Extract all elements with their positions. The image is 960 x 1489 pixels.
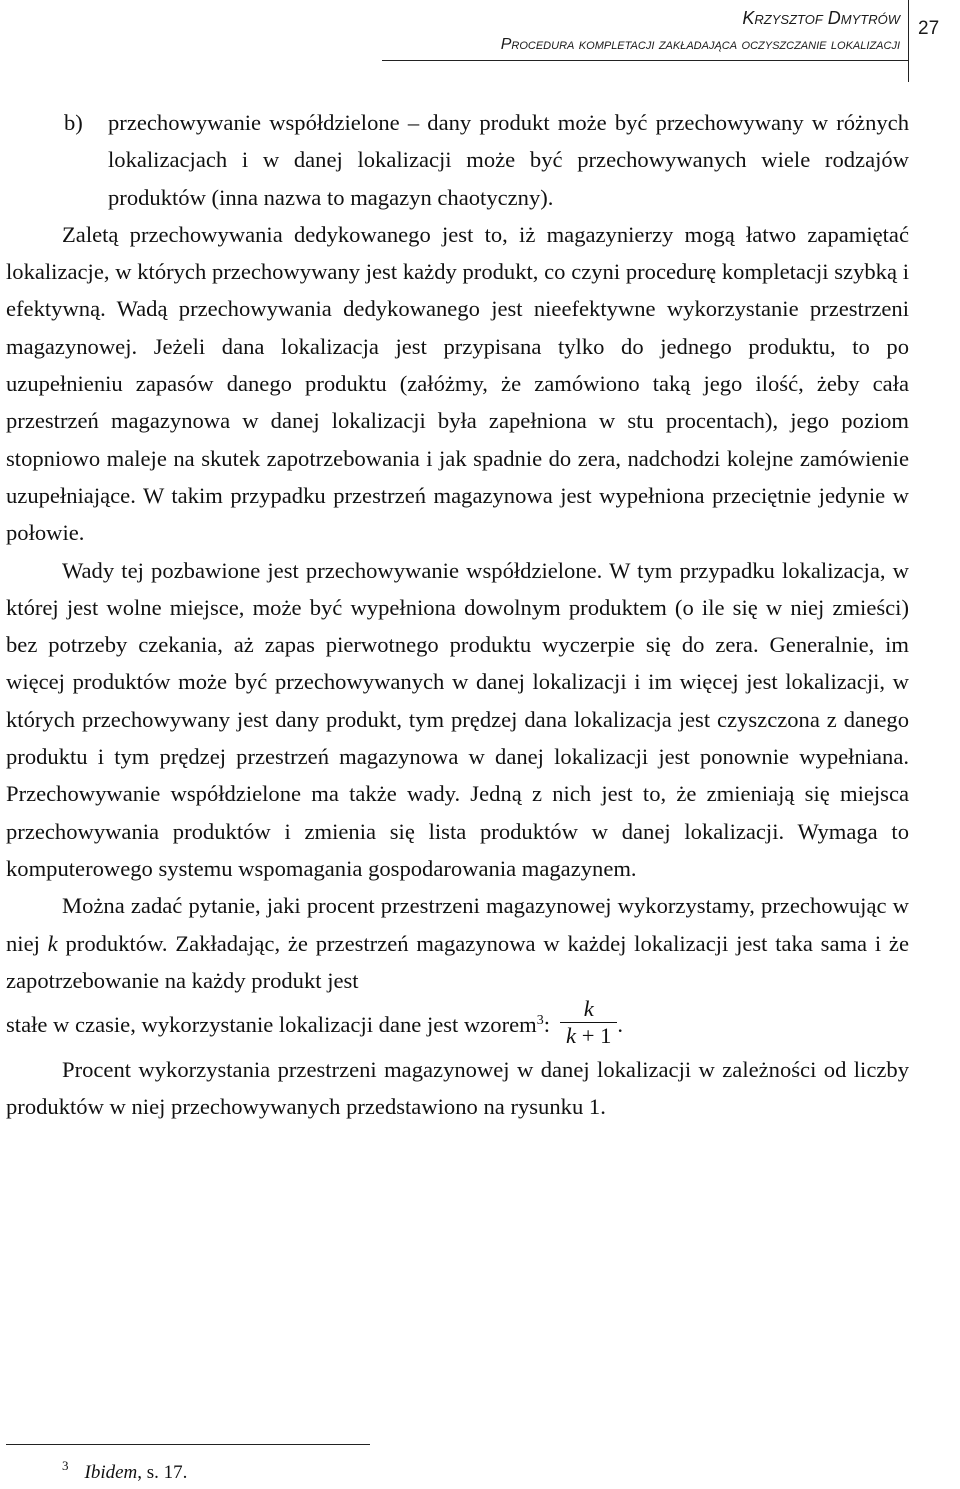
footnote-rule <box>6 1444 370 1445</box>
footnote-rest: , s. 17. <box>137 1462 188 1483</box>
denominator-rest: + 1 <box>576 1023 612 1049</box>
paragraph-3 <box>6 887 909 999</box>
paragraph-3-part2: produktów. Zakładając, że przestrzeń magazynowa w każdej lokalizacji jest taka sama i że zapotrzebowanie na każdy produkt jest <box>6 930 909 993</box>
paragraph-2: Wady tej pozbawione jest przechowywanie współdzielone. W tym przypadku lokalizacja, w której jest wolne miejsce, może być wypełniona dowolnym produktem (o ile się w niej zmieści) bez potrzeby czekania, aż zapas pierwotnego produktu wyczerpie się do zera. Generalnie, im więcej produktów może być przechowywanych w danej lokalizacji i im więcej jest lokalizacji, w których przechowywany jest dany produkt, tym prędzej dana lokalizacja jest czyszczona z danego produktu i tym prędzej przestrzeń magazynowa w danej lokalizacji jest ponownie wypełniana. Przechowywanie współdzielone ma także wady. Jedną z nich jest to, że zmieniają się miejsca przechowywania produktów i zmienia się lista produktów w danej lokalizacji. Wymaga to komputerowego systemu wspomagania gospodarowania magazynem. <box>6 557 909 881</box>
paragraph-1: Zaletą przechowywania dedykowanego jest to, iż magazynierzy mogą łatwo zapamiętać lokalizacje, w których przechowywany jest każdy produkt, co czyni procedurę kompletacji szybką i efektywną. Wadą przechowywania dedykowanego jest nieefektywne wykorzystanie przestrzeni magazynowej. Jeżeli dana lokalizacja jest przypisana tylko do jednego produktu, to po uzupełnieniu zapasów danego produktu (załóżmy, że zamówiono taką jego ilość, żeby cała przestrzeń magazynowa w danej lokalizacji była zapełniona w stu procentach), jego poziom stopniowo maleje na skutek zapotrzebowania i jak spadnie do zera, nadchodzi kolejne zamówienie uzupełniające. W takim przypadku przestrzeń magazynowa jest wypełniona przeciętnie jedynie w połowie. <box>6 221 909 546</box>
fraction-numerator: k <box>583 996 594 1022</box>
footnote-source: Ibidem <box>84 1462 138 1483</box>
variable-k: k <box>47 930 58 956</box>
fraction-denominator <box>560 1024 617 1048</box>
running-header <box>0 0 960 80</box>
formula-trail: . <box>617 1012 624 1038</box>
footnote-mark: 3 <box>62 1458 69 1473</box>
page-number: 27 <box>918 18 940 39</box>
formula-line <box>6 996 909 1051</box>
list-item-text: przechowywanie współdzielone – dany produkt może być przechowywany w różnych lokalizacjach i w danej lokalizacji może być przechowywanych wiele rodzajów produktów (inna nazwa to magazyn chaotyczny). <box>108 110 909 210</box>
fraction <box>560 997 617 1048</box>
formula-colon: : <box>543 1012 551 1038</box>
footnote <box>62 1458 187 1484</box>
denominator-variable: k <box>566 1023 577 1049</box>
list-marker: b) <box>64 110 83 135</box>
list-item-b <box>6 104 909 216</box>
main-text <box>6 104 909 1126</box>
footnote-ref: 3 <box>536 1013 544 1029</box>
header-vertical-rule <box>908 0 909 82</box>
header-author: Krzysztof Dmytrów <box>742 8 900 28</box>
formula-lead: stałe w czasie, wykorzystanie lokalizacji dane jest wzorem <box>6 1012 537 1038</box>
header-rule <box>382 60 908 61</box>
paragraph-4: Procent wykorzystania przestrzeni magazynowej w danej lokalizacji w zależności od liczby produktów w niej przechowywanych przedstawiono na rysunku 1. <box>6 1057 909 1120</box>
header-running-title: Procedura kompletacji zakładająca oczyszczanie lokalizacji <box>500 36 900 53</box>
paragraph-3-part1: Można zadać pytanie, jaki procent przestrzeni magazynowej wykorzystamy, przechowując w niej <box>6 893 909 956</box>
